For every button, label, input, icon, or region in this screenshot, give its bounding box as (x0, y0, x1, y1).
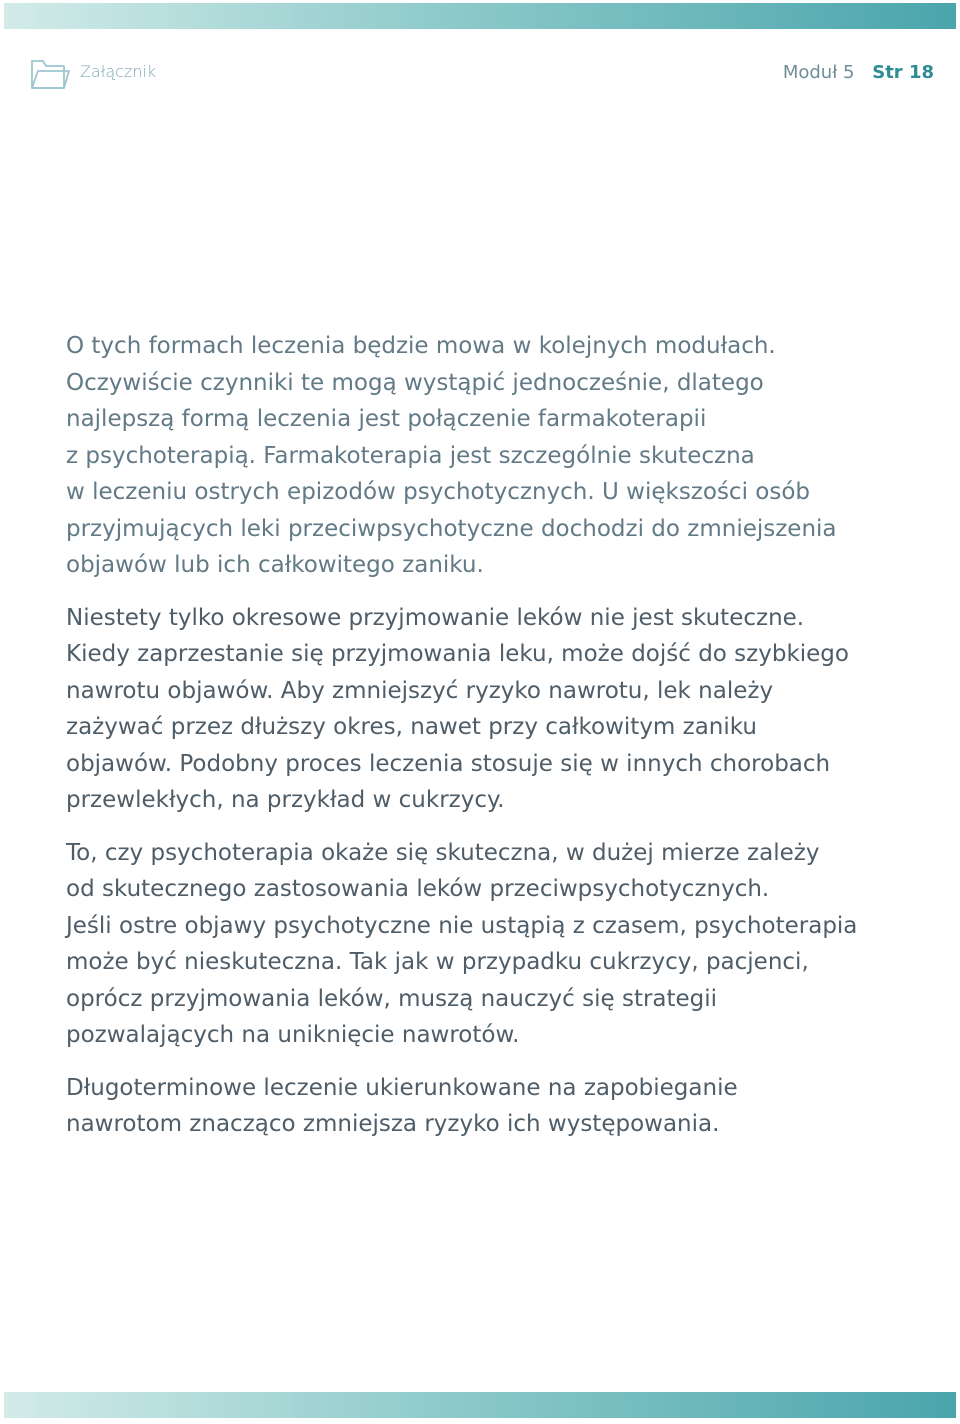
bottom-decorative-bar (4, 1392, 956, 1418)
paragraph-psychotherapy-effectiveness: To, czy psychoterapia okaże się skuteczna, w dużej mierze zależy od skutecznego zastosowania leków przeciwpsychotycznych. Jeśli ostre objawy psychotyczne nie ustąpią z czasem, psychoterapia może być nieskuteczna. Tak jak w przypadku cukrzycy, pacjenci, oprócz przyjmowania leków, muszą nauczyć się strategii pozwalających na uniknięcie nawrotów. (66, 839, 858, 1048)
page-number: Str 18 (872, 62, 934, 83)
top-decorative-bar (4, 3, 956, 29)
paragraph-treatment-forms: O tych formach leczenia będzie mowa w kolejnych modułach. Oczywiście czynniki te mogą wystąpić jednocześnie, dlatego najlepszą formą leczenia jest połączenie farmakoterapii z psychoterapią. Farmakoterapia jest szczególnie skuteczna w leczeniu ostrych epizodów psychotycznych. U większości osób przyjmujących leki przeciwpsychotyczne dochodzi do zmniejszenia objawów lub ich całkowitego zaniku. (66, 333, 837, 578)
page-info (783, 62, 934, 83)
paragraph-medication-duration: Niestety tylko okresowe przyjmowanie leków nie jest skuteczne. Kiedy zaprzestanie się przyjmowania leku, może dojść do szybkiego nawrotu objawów. Aby zmniejszyć ryzyko nawrotu, lek należy zażywać przez dłuższy okres, nawet przy całkowitym zaniku objawów. Podobny proces leczenia stosuje się w innych chorobach przewlekłych, na przykład w cukrzycy. (66, 604, 849, 813)
paragraph-long-term-treatment: Długoterminowe leczenie ukierunkowane na zapobieganie nawrotom znacząco zmniejsza ryzyko ich występowania. (66, 1074, 738, 1137)
body-text (66, 328, 906, 1159)
module-label: Moduł 5 (782, 62, 855, 83)
folder-icon (30, 54, 70, 92)
section-label: Załącznik (80, 62, 157, 81)
